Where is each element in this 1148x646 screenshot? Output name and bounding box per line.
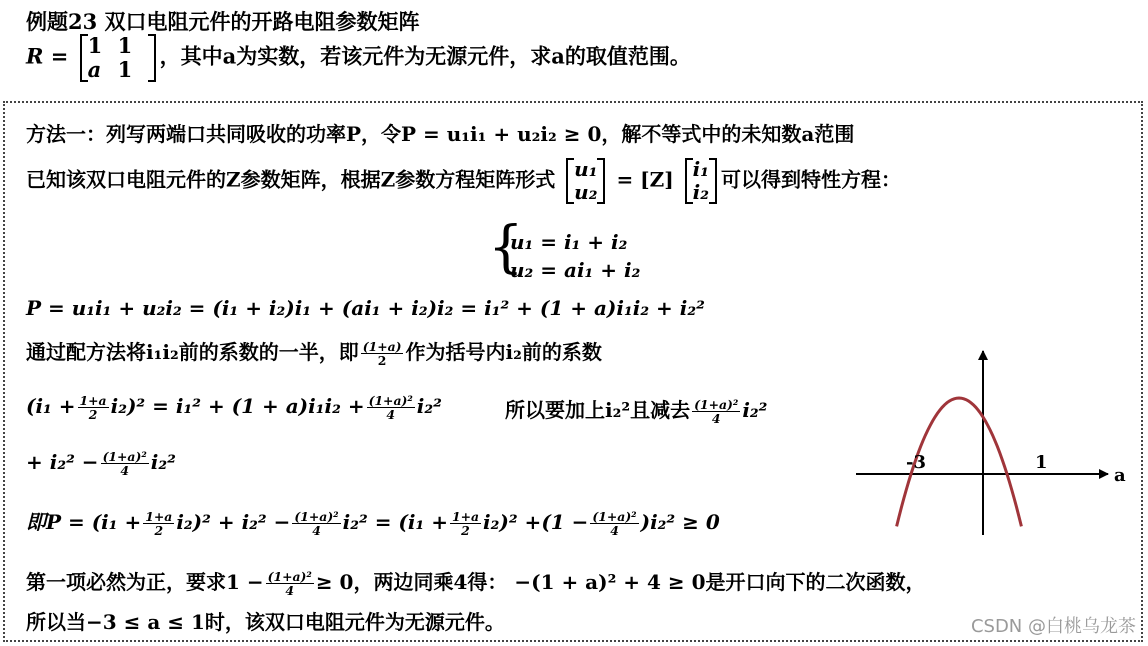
fraction-denominator: 2 bbox=[88, 407, 98, 423]
sq-note-end: i₂² bbox=[742, 398, 768, 422]
ji-mid-3: i₂)² + bbox=[483, 510, 542, 534]
fraction-denominator: 2 bbox=[461, 523, 470, 538]
ji-mid-1: i₂)² + i₂² − bbox=[176, 510, 291, 534]
fraction-numerator: (1+a)² bbox=[267, 568, 312, 584]
ji-end: i₂² ≥ 0 bbox=[650, 510, 720, 534]
fraction bbox=[590, 510, 638, 537]
vector-i bbox=[685, 158, 717, 204]
first-suffix: ≥ 0，两边同乘4得： −(1 + a)² + 4 ≥ 0是开口向下的二次函数， bbox=[315, 570, 926, 594]
fraction bbox=[266, 570, 314, 597]
line2-prefix: 已知该双口电阻元件的Z参数矩阵，根据Z参数方程矩阵形式 bbox=[26, 167, 556, 192]
problem-prefix: R = bbox=[26, 43, 69, 69]
watermark: CSDN @白桃乌龙茶 bbox=[970, 616, 1136, 637]
line2-mid: = [Z] bbox=[616, 167, 674, 192]
system-eq-2: u₂ = ai₁ + i₂ bbox=[510, 258, 641, 282]
matrix-cell: a bbox=[87, 57, 102, 83]
left-root-label: -3 bbox=[906, 452, 926, 473]
sq-mid: i₂)² = i₁² + (1 + a)i₁i₂ + bbox=[110, 394, 365, 419]
fraction-numerator: (1+a)² bbox=[694, 396, 739, 412]
ji-prefix: 即P = (i₁ + bbox=[26, 510, 142, 534]
matrix-cell: 1 bbox=[117, 57, 133, 83]
fraction bbox=[101, 450, 149, 477]
fraction bbox=[143, 510, 174, 537]
fraction-numerator: 1+a bbox=[145, 508, 173, 524]
fraction bbox=[450, 510, 481, 537]
fraction-denominator: 4 bbox=[120, 463, 129, 479]
fraction-denominator: 2 bbox=[154, 523, 164, 538]
fraction-denominator: 4 bbox=[610, 523, 619, 538]
fraction bbox=[292, 510, 340, 537]
fraction-denominator: 4 bbox=[312, 523, 321, 538]
sq-end: i₂² bbox=[416, 394, 442, 419]
right-root-label: 1 bbox=[1035, 452, 1048, 473]
fraction-numerator: (1+a)² bbox=[592, 508, 637, 524]
fraction-numerator: (1+a)² bbox=[368, 393, 413, 408]
final-p-equation bbox=[26, 506, 720, 537]
vector-entry: u₂ bbox=[574, 180, 598, 204]
matrix-cell: 1 bbox=[117, 33, 133, 58]
method-line-2 bbox=[26, 158, 901, 204]
resistance-matrix bbox=[80, 34, 156, 82]
x-axis-label: a bbox=[1114, 465, 1126, 486]
fraction-numerator: (1+a) bbox=[362, 338, 402, 354]
half-fraction bbox=[361, 340, 404, 367]
ji-paren-close: ) bbox=[640, 510, 651, 534]
sq-prefix: (i₁ + bbox=[26, 394, 76, 419]
sq-note-text: 所以要加上i₂²且减去 bbox=[505, 398, 691, 422]
problem-text: ，其中a为实数，若该元件为无源元件，求a的取值范围。 bbox=[159, 43, 691, 69]
matrix-cell: 1 bbox=[87, 33, 103, 58]
fraction bbox=[692, 398, 740, 425]
vector-u bbox=[566, 158, 605, 204]
plus-prefix: + i₂² − bbox=[26, 450, 99, 475]
fraction bbox=[367, 394, 415, 421]
fraction-numerator: 1+a bbox=[79, 393, 107, 408]
square-note bbox=[505, 394, 767, 425]
completing-square-line bbox=[26, 336, 602, 367]
system-eq-1: u₁ = i₁ + i₂ bbox=[510, 230, 628, 254]
conclusion-line: 所以当−3 ≤ a ≤ 1时，该双口电阻元件为无源元件。 bbox=[26, 610, 505, 634]
square-expansion bbox=[26, 394, 442, 421]
power-equation: P = u₁i₁ + u₂i₂ = (i₁ + i₂)i₁ + (ai₁ + i₂)i₂ = i₁² + (1 + a)i₁i₂ + i₂² bbox=[26, 296, 705, 320]
half-suffix: 作为括号内i₂前的系数 bbox=[405, 340, 602, 364]
subtract-line bbox=[26, 450, 176, 477]
system-brace: { bbox=[488, 215, 524, 280]
ji-mid-2: i₂² = (i₁ + bbox=[342, 510, 448, 534]
fraction-denominator: 2 bbox=[377, 353, 387, 368]
fraction-numerator: 1+a bbox=[451, 508, 479, 524]
ji-paren-open: (1 − bbox=[541, 510, 589, 534]
problem-statement bbox=[26, 34, 691, 82]
fraction-numerator: (1+a)² bbox=[102, 449, 147, 464]
vector-entry: i₁ bbox=[692, 157, 710, 181]
problem-title: 例题23 双口电阻元件的开路电阻参数矩阵 bbox=[26, 9, 420, 34]
fraction-denominator: 4 bbox=[711, 411, 721, 426]
half-prefix: 通过配方法将i₁i₂前的系数的一半，即 bbox=[26, 340, 359, 364]
vector-entry: u₁ bbox=[574, 157, 598, 181]
plus-end: i₂² bbox=[150, 450, 176, 475]
first-prefix: 第一项必然为正，要求1 − bbox=[26, 570, 264, 594]
parabola-graph bbox=[850, 345, 1140, 555]
method-line-1: 方法一：列写两端口共同吸收的功率P，令P = u₁i₁ + u₂i₂ ≥ 0，解不等式中的未知数a范围 bbox=[26, 122, 855, 146]
fraction-numerator: (1+a)² bbox=[294, 508, 339, 524]
fraction-denominator: 4 bbox=[285, 583, 295, 598]
fraction bbox=[78, 394, 109, 421]
fraction-denominator: 4 bbox=[386, 407, 395, 423]
first-term-line bbox=[26, 566, 926, 597]
vector-entry: i₂ bbox=[692, 180, 710, 204]
line2-suffix: 可以得到特性方程： bbox=[721, 167, 902, 192]
